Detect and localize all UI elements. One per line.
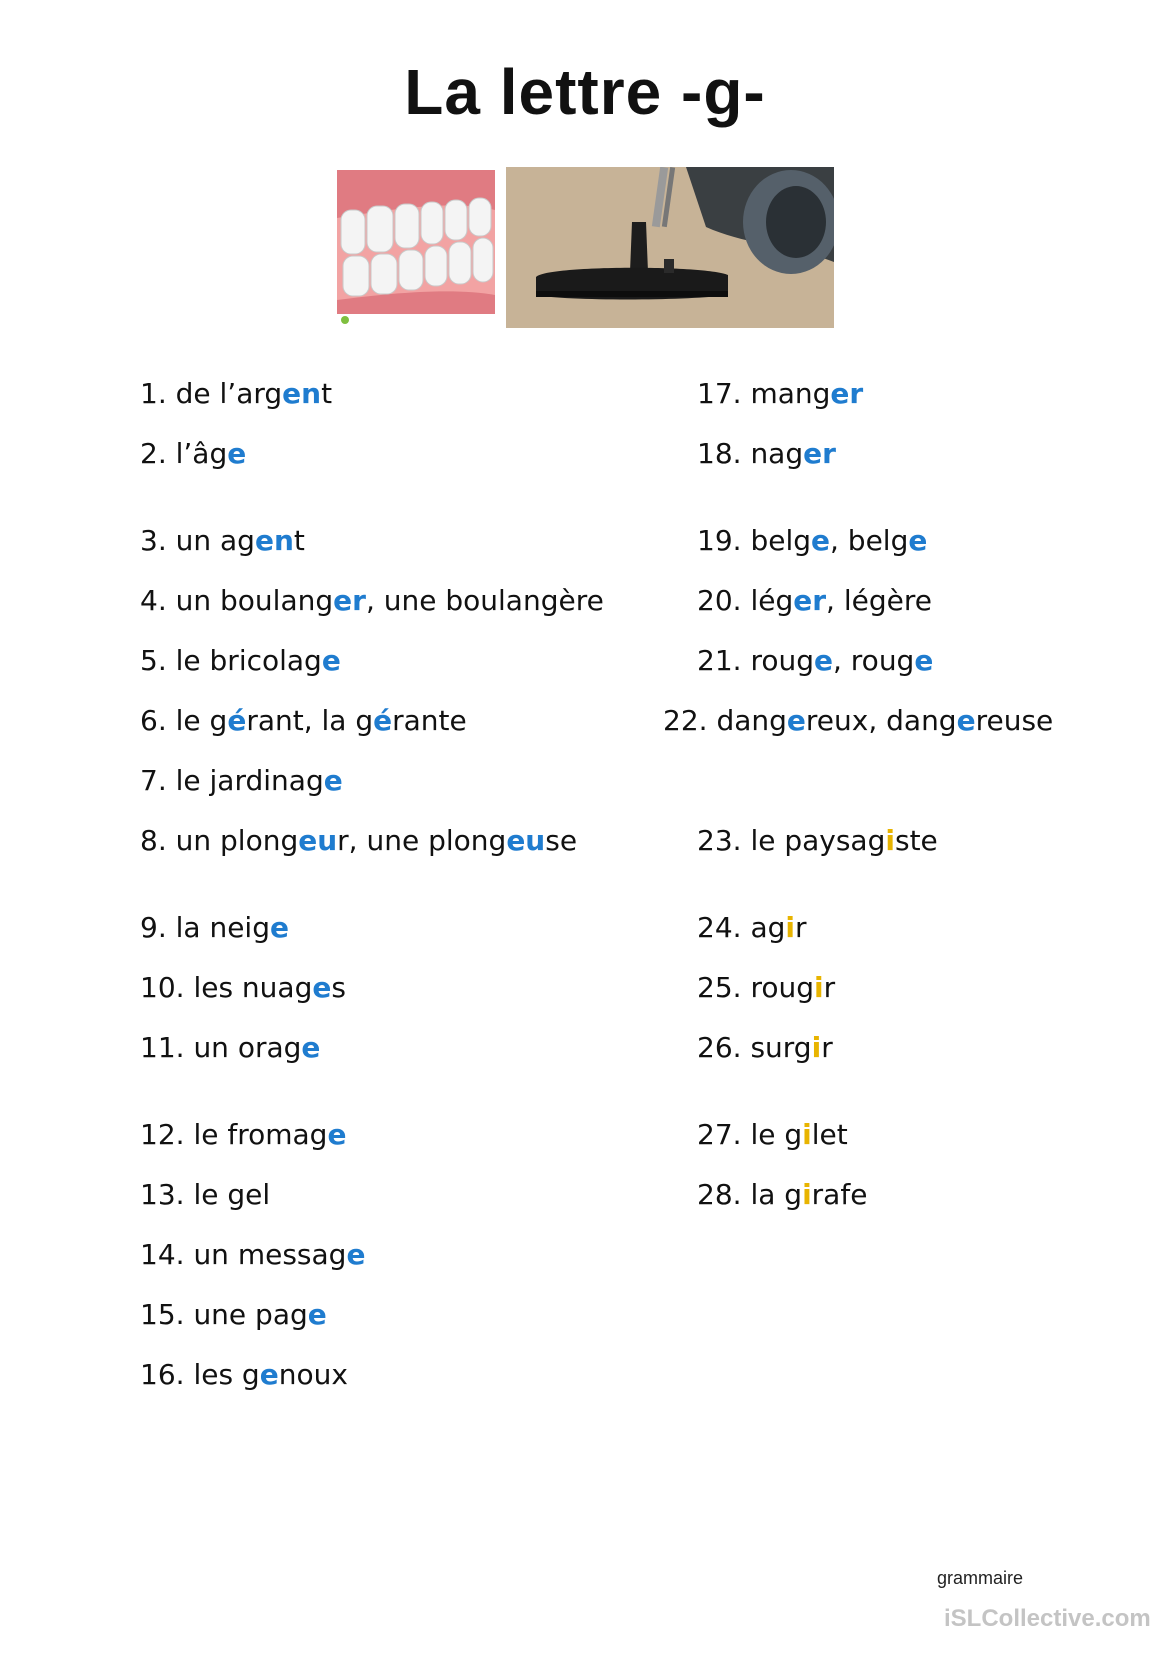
highlighted-letters: i [885,824,895,857]
word-item [140,377,333,410]
highlighted-letters: i [802,1118,812,1151]
word-item [697,1178,868,1211]
highlighted-letters: e [312,971,332,1004]
highlighted-letters: e [327,1118,347,1151]
word-text: le bricolag [175,644,322,677]
highlighted-letters: eu [506,824,546,857]
word-item [140,644,341,677]
item-number: 19. [697,524,751,557]
word-text: ag [750,911,786,944]
word-text: la neig [175,911,270,944]
item-number: 10. [140,971,194,1004]
word-item [140,524,305,557]
word-item [663,704,1054,737]
item-number: 15. [140,1298,194,1331]
highlighted-letters: er [803,437,836,470]
word-text: rafe [811,1178,868,1211]
item-number: 8. [140,824,176,857]
item-number: 16. [140,1358,194,1391]
watermark: iSLCollective.com [944,1605,1151,1632]
item-number: 21. [697,644,751,677]
highlighted-letters: e [307,1298,327,1331]
item-number: 4. [140,584,176,617]
highlighted-letters: er [333,584,366,617]
word-item [140,824,578,857]
highlighted-letters: er [830,377,864,410]
item-number: 6. [140,704,176,737]
word-text: r [821,1031,833,1064]
item-number: 27. [697,1118,751,1151]
item-number: 17. [697,377,751,410]
word-item [697,377,864,410]
word-text: un boulang [175,584,334,617]
teeth-image [337,170,495,326]
word-text: reux, dang [805,704,957,737]
word-item [697,971,836,1004]
highlighted-letters: e [321,644,341,677]
word-text: un ag [175,524,255,557]
word-text: le fromag [193,1118,328,1151]
word-text: s [331,971,346,1004]
highlighted-letters: e [786,704,806,737]
word-item [140,1298,327,1331]
word-text: de l’arg [175,377,283,410]
highlighted-letters: e [227,437,247,470]
item-number: 5. [140,644,176,677]
word-text: roug [750,971,814,1004]
word-text: rant, la g [246,704,374,737]
item-number: 11. [140,1031,194,1064]
highlighted-letters: e [914,644,934,677]
word-text: un plong [175,824,299,857]
word-text: un orag [193,1031,302,1064]
word-text: mang [750,377,831,410]
word-text: l’âg [175,437,228,470]
highlighted-letters: e [259,1358,279,1391]
item-number: 24. [697,911,751,944]
word-text: se [545,824,578,857]
highlighted-letters: e [908,524,928,557]
word-text: t [321,377,333,410]
item-number: 18. [697,437,751,470]
word-text: les nuag [193,971,313,1004]
highlighted-letters: i [811,1031,822,1064]
vacuum-image [506,167,834,328]
word-item [697,524,928,557]
item-number: 12. [140,1118,194,1151]
word-item [140,971,346,1004]
item-number: 9. [140,911,176,944]
word-text: le g [750,1118,803,1151]
word-item [140,704,467,737]
word-text: r [794,911,807,944]
item-number: 28. [697,1178,751,1211]
word-text: rante [392,704,467,737]
highlighted-letters: é [373,704,393,737]
item-number: 14. [140,1238,194,1271]
word-text: un messag [193,1238,347,1271]
word-text: la g [750,1178,803,1211]
item-number: 22. [663,704,717,737]
item-number: 2. [140,437,176,470]
item-number: 26. [697,1031,751,1064]
word-item [140,1031,321,1064]
word-text: une pag [193,1298,308,1331]
highlighted-letters: e [813,644,833,677]
word-text: roug [750,644,814,677]
word-text: le jardinag [175,764,324,797]
item-number: 1. [140,377,176,410]
word-item [140,1178,271,1211]
word-text: dang [716,704,787,737]
highlighted-letters: e [956,704,976,737]
word-item [697,1118,848,1151]
highlighted-letters: er [793,584,827,617]
highlighted-letters: e [270,911,289,944]
word-item [140,1118,347,1151]
word-item [140,1238,366,1271]
word-text: ste [894,824,938,857]
word-item [697,437,836,470]
word-text: let [811,1118,848,1151]
word-item [697,584,932,617]
highlighted-letters: e [811,524,830,557]
word-item [140,1358,348,1391]
word-item [140,764,343,797]
word-text: , une boulangère [365,584,604,617]
word-text: , roug [832,644,915,677]
item-number: 3. [140,524,176,557]
highlighted-letters: e [346,1238,366,1271]
highlighted-letters: i [813,971,824,1004]
word-item [140,584,604,617]
word-item [140,911,289,944]
item-number: 20. [697,584,751,617]
word-text: t [293,524,305,557]
word-text: nag [750,437,804,470]
word-text: r [823,971,836,1004]
page-title: La lettre -g- [404,56,766,128]
highlighted-letters: e [301,1031,321,1064]
highlighted-letters: en [254,524,294,557]
highlighted-letters: i [802,1178,812,1211]
word-text: les g [193,1358,260,1391]
word-text: , légère [826,584,932,617]
word-text: , belg [830,524,909,557]
word-text: le gel [193,1178,271,1211]
item-number: 7. [140,764,176,797]
word-text: r, une plong [337,824,507,857]
word-item [697,824,938,857]
word-item [140,437,247,470]
word-item [697,1031,833,1064]
word-text: surg [750,1031,812,1064]
word-text: noux [278,1358,348,1391]
highlighted-letters: e [323,764,343,797]
highlighted-letters: é [227,704,247,737]
footer-label: grammaire [937,1568,1024,1588]
word-text: reuse [975,704,1054,737]
word-text: belg [750,524,811,557]
word-text: le paysag [750,824,886,857]
highlighted-letters: en [282,377,322,410]
item-number: 25. [697,971,751,1004]
highlighted-letters: i [785,911,795,944]
item-number: 13. [140,1178,194,1211]
item-number: 23. [697,824,751,857]
highlighted-letters: eu [298,824,338,857]
word-text: lég [750,584,794,617]
word-item [697,911,807,944]
word-text: le g [175,704,228,737]
word-item [697,644,934,677]
